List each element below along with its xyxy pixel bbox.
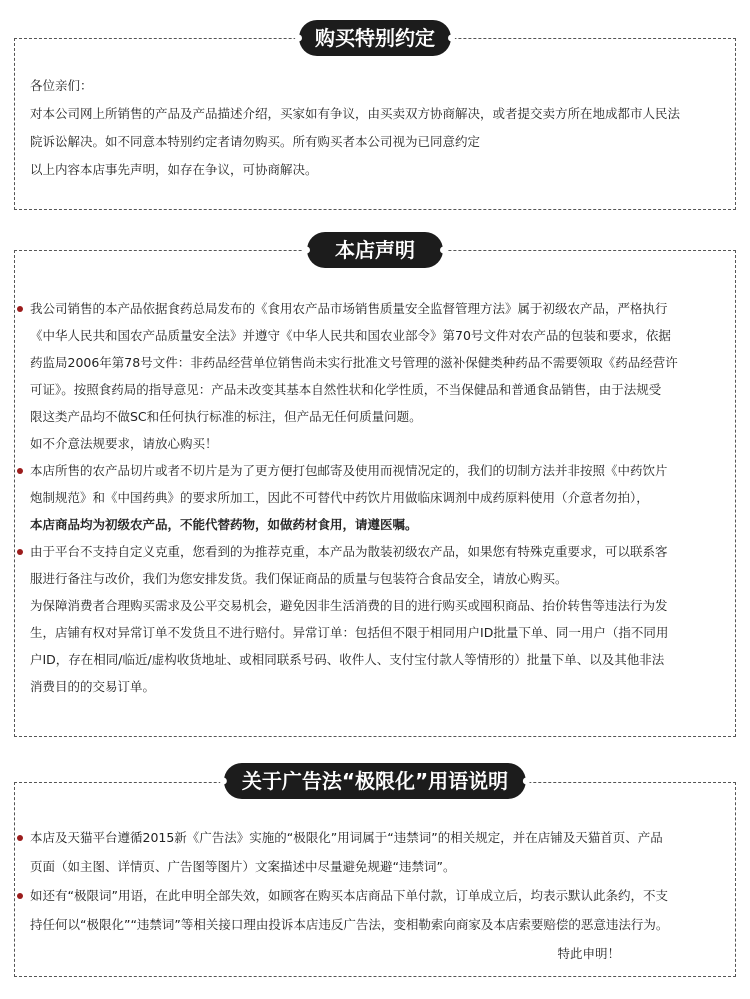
line: 可证》。按照食药局的指导意见：产品未改变其基本自然性状和化学性质，不当保健品和普通食品销售，由于法规受 bbox=[30, 382, 662, 397]
closing-statement: 特此申明！ bbox=[557, 946, 620, 961]
line: 消费目的的交易订单。 bbox=[30, 679, 156, 694]
line: 炮制规范》和《中国药典》的要求所加工，因此不可替代中药饮片用做临床调剂中成药原料使用（介意者勿拍）， bbox=[30, 490, 649, 505]
line-emphasis: 本店商品均为初级农产品，不能代替药物，如做药材食用，请遵医嘱。 bbox=[30, 517, 418, 532]
purchase-agreement-title: 购买特别约定 bbox=[299, 20, 451, 56]
line: 以上内容本店事先声明，如存在争议，可协商解决。 bbox=[30, 162, 318, 177]
line: 对本公司网上所销售的产品及产品描述介绍，买家如有争议，由买卖双方协商解决，或者提交卖方所在地成都市人民法 bbox=[30, 106, 681, 121]
bullet-icon bbox=[17, 549, 23, 555]
ad-law-content bbox=[14, 782, 736, 977]
line: 我公司销售的本产品依据食药总局发布的《食用农产品市场销售质量安全监督管理方法》属于初级农产品，严格执行 bbox=[30, 301, 668, 316]
line: 药监局2006年第78号文件：非药品经营单位销售尚未实行批准文号管理的滋补保健类种药品不需要领取《药品经营许 bbox=[30, 355, 678, 370]
line: 如不介意法规要求，请放心购买！ bbox=[30, 436, 218, 451]
line: 户ID，存在相同/临近/虚构收货地址、或相同联系号码、收件人、支付宝付款人等情形的）批量下单、以及其他非法 bbox=[30, 652, 665, 667]
bullet-icon bbox=[17, 306, 23, 312]
purchase-agreement-content bbox=[14, 38, 736, 210]
line: 为保障消费者合理购买需求及公平交易机会，避免因非生活消费的目的进行购买或囤积商品、抬价转售等违法行为发 bbox=[30, 598, 668, 613]
line: 由于平台不支持自定义克重，您看到的为推荐克重，本产品为散装初级农产品，如果您有特殊克重要求，可以联系客 bbox=[30, 544, 668, 559]
line: 本店及天猫平台遵循2015新《广告法》实施的“极限化”用词属于“违禁词”的相关规定，并在店铺及天猫首页、产品 bbox=[30, 830, 663, 845]
ad-law-title: 关于广告法“极限化”用语说明 bbox=[224, 763, 526, 799]
line: 服进行备注与改价，我们为您安排发货。我们保证商品的质量与包装符合食品安全，请放心购买。 bbox=[30, 571, 568, 586]
line: 如还有“极限词”用语，在此申明全部失效，如顾客在购买本店商品下单付款，订单成立后，均表示默认此条约，不支 bbox=[30, 888, 668, 903]
line: 页面（如主图、详情页、广告图等图片）文案描述中尽量避免规避“违禁词”。 bbox=[30, 859, 456, 874]
bullet-icon bbox=[17, 835, 23, 841]
line: 限这类产品均不做SC和任何执行标准的标注，但产品无任何质量问题。 bbox=[30, 409, 422, 424]
store-statement-title: 本店声明 bbox=[307, 232, 443, 268]
line: 院诉讼解决。如不同意本特别约定者请勿购买。所有购买者本公司视为已同意约定 bbox=[30, 134, 481, 149]
line: 《中华人民共和国农产品质量安全法》并遵守《中华人民共和国农业部令》第70号文件对农产品的包装和要求，依据 bbox=[30, 328, 671, 343]
store-statement-content bbox=[14, 250, 736, 737]
bullet-icon bbox=[17, 893, 23, 899]
line: 持任何以“极限化”“违禁词”等相关接口理由投诉本店违反广告法，变相勒索向商家及本店索要赔偿的恶意违法行为。 bbox=[30, 917, 669, 932]
line: 各位亲们： bbox=[30, 78, 93, 93]
line: 生，店铺有权对异常订单不发货且不进行赔付。异常订单：包括但不限于相同用户ID批量下单、同一用户（指不同用 bbox=[30, 625, 669, 640]
line: 本店所售的农产品切片或者不切片是为了更方便打包邮寄及使用而视情况定的，我们的切制方法并非按照《中药饮片 bbox=[30, 463, 668, 478]
bullet-icon bbox=[17, 468, 23, 474]
